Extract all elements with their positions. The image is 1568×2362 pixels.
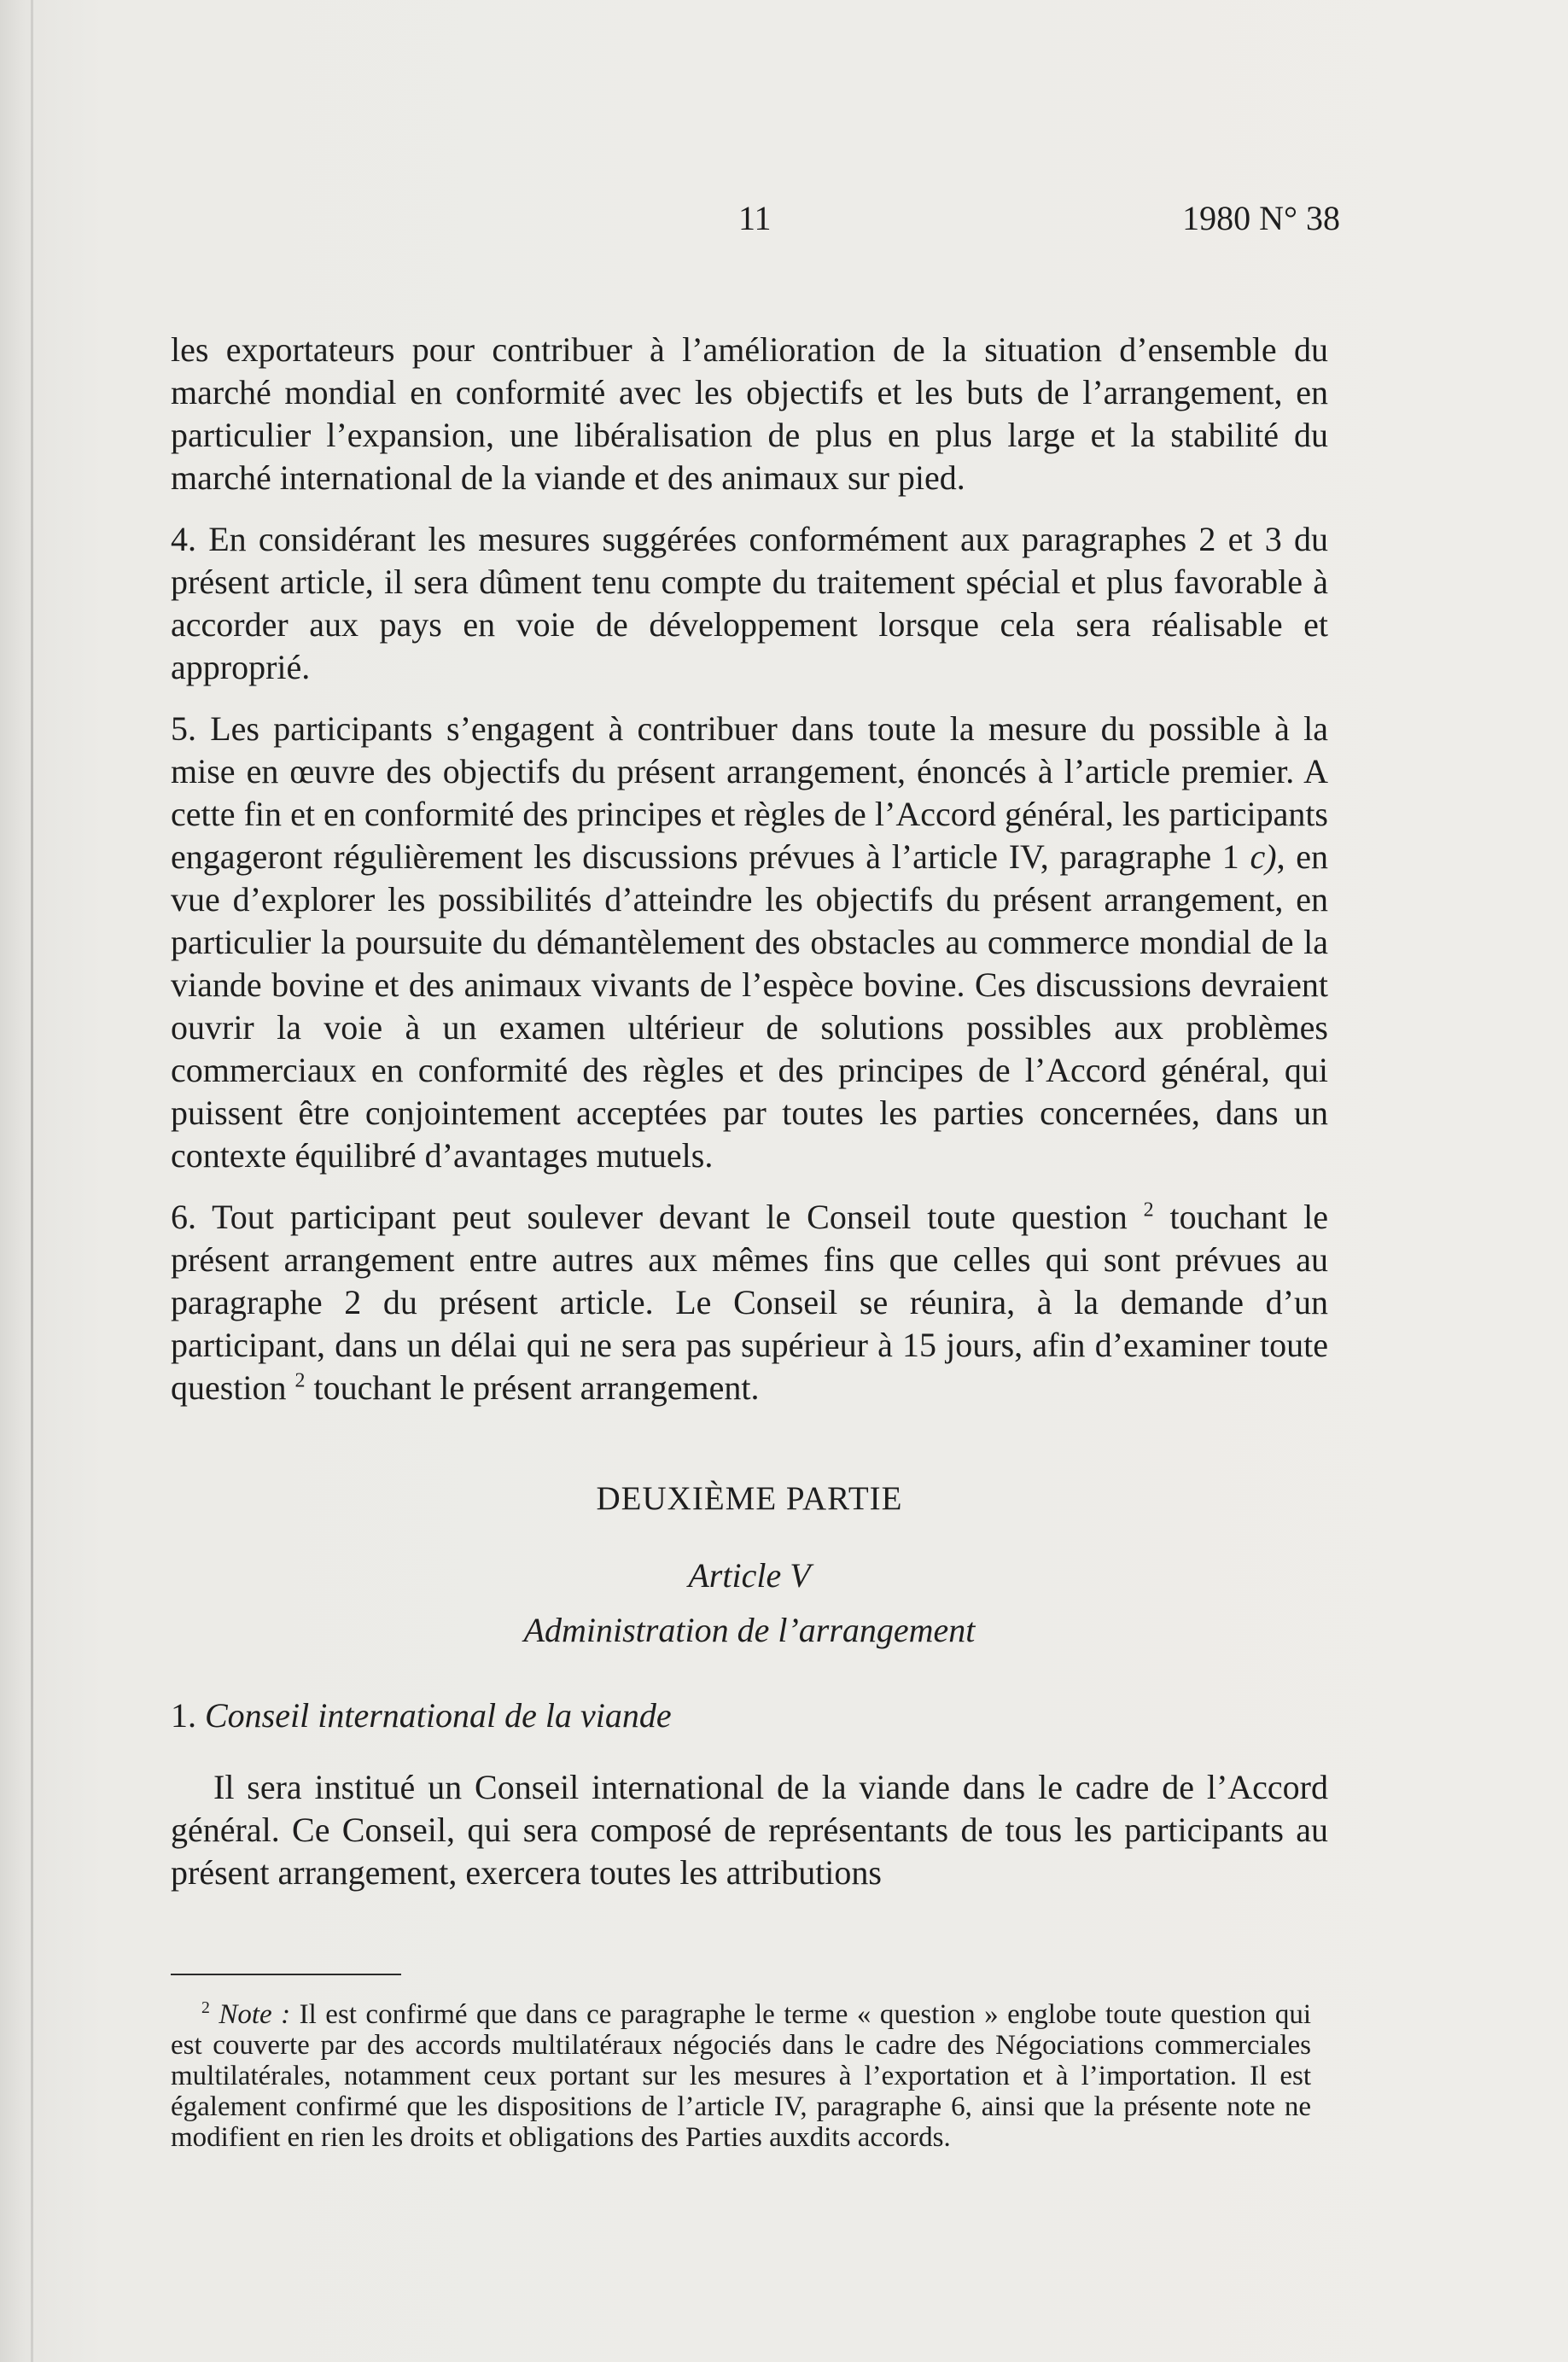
running-head xyxy=(171,198,1340,249)
footnote-divider xyxy=(171,1974,401,1975)
paragraph-6-text-a: 6. Tout participant peut soulever devant le Conseil toute question xyxy=(171,1198,1128,1236)
body-text xyxy=(171,329,1328,1913)
article-heading: Article V xyxy=(688,1556,811,1595)
paragraph-6 xyxy=(171,1196,1328,1409)
paragraph-6-text-c: touchant le présent arrangement. xyxy=(305,1368,760,1407)
footnote-label: Note : xyxy=(219,1999,291,2030)
article-title: Administration de l’arrangement xyxy=(523,1611,976,1649)
subsection-title: Conseil international de la viande xyxy=(205,1696,672,1735)
subsection-number: 1. xyxy=(171,1696,196,1735)
footnote-ref: 2 xyxy=(294,1369,306,1392)
page-number: 11 xyxy=(738,199,772,237)
part-heading: DEUXIÈME PARTIE xyxy=(596,1480,903,1517)
footnote xyxy=(171,1999,1311,2153)
paragraph-continued: les exportateurs pour contribuer à l’amélioration de la situation d’ensemble du marché mondial en conformité avec les objectifs et les buts de l’arrangement, en particulier l’expansion, une libéralisation de plus en plus large et la stabilité du marché international de la viande et des animaux sur pied. xyxy=(171,330,1328,497)
footnote-marker: 2 xyxy=(201,1998,210,2017)
paragraph-5-text-a: 5. Les participants s’engagent à contribuer dans toute la mesure du possible à la mise en œuvre des objectifs du présent arrangement, énoncés à l’article premier. A cette fin et en conformité des principes et règles de l’Accord général, les participants engageront régulièrement les discussions prévues à l’article IV, paragraphe 1 xyxy=(171,709,1328,876)
footnote-ref: 2 xyxy=(1143,1198,1154,1222)
document-reference: 1980 N° 38 xyxy=(1182,199,1340,237)
paragraph-4: 4. En considérant les mesures suggérées conformément aux paragraphes 2 et 3 du présent article, il sera dûment tenu compte du traitement spécial et plus favorable à accorder aux pays en voie de développement lorsque cela sera réalisable et approprié. xyxy=(171,520,1328,686)
paragraph-6-text-b: touchant le présent arrangement entre autres aux mêmes fins que celles qui sont prévues au paragraphe 2 du présent article. Le Conseil se réunira, à la demande d’un participant, dans un délai qui ne sera pas supérieur à 15 jours, afin d’examiner toute question xyxy=(171,1198,1329,1407)
paragraph-5 xyxy=(171,708,1328,1177)
subsection-heading xyxy=(171,1694,1328,1737)
paragraph-5-letter: c) xyxy=(1250,837,1277,876)
paragraph-5-text-b: , en vue d’explorer les possibilités d’atteindre les objectifs du présent arrangement, en particulier la poursuite du démantèlement des obstacles au commerce mondial de la viande bovine et des animaux vivants de l’espèce bovine. Ces discussions devraient ouvrir la voie à un examen ultérieur de solutions possibles aux problèmes commerciaux en conformité des règles et des principes de l’Accord général, qui puissent être conjointement acceptées par toutes les parties concernées, dans un contexte équilibré d’avantages mutuels. xyxy=(171,837,1328,1175)
binding-gutter xyxy=(31,0,33,2362)
footnote-text: Il est confirmé que dans ce paragraphe le terme « question » englobe toute question qui est couverte par des accords multilatéraux négociés dans le cadre des Négociations commerciales multilatérales, notamment ceux portant sur les mesures à l’exportation et à l’importation. Il est également confirmé que les dispositions de l’article IV, paragraphe 6, ainsi que la présente note ne modifient en rien les droits et obligations des Parties auxdits accords. xyxy=(171,1999,1311,2153)
subsection-paragraph: Il sera institué un Conseil international de la viande dans le cadre de l’Accord général. Ce Conseil, qui sera composé de représentants de tous les participants au présent arrangement, exercera toutes les attributions xyxy=(171,1768,1328,1892)
